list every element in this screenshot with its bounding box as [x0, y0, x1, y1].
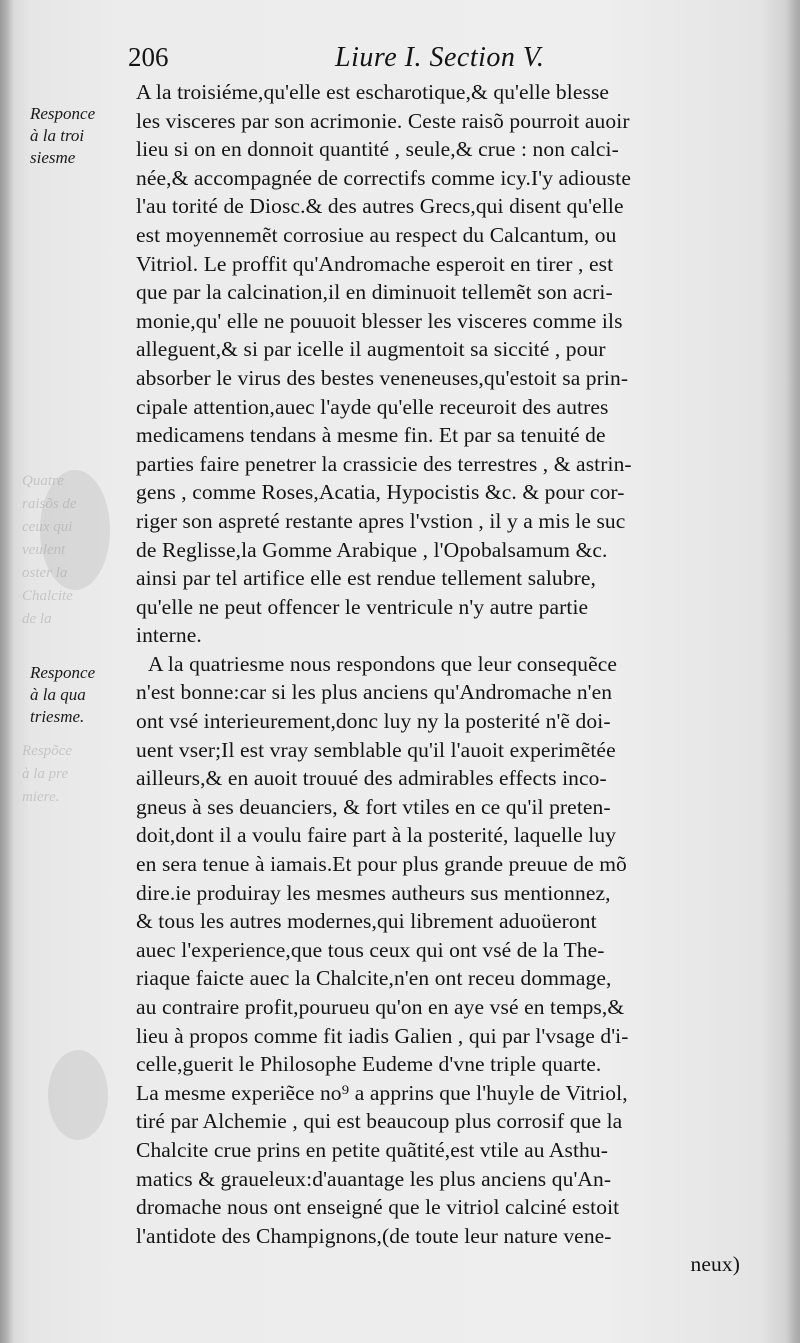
text-line: alleguent,& si par icelle il augmentoit sa siccité , pour — [136, 337, 606, 362]
text-line: lieu si on en donnoit quantité , seule,& crue : non calci- — [136, 137, 619, 162]
margin-note-line: Responce — [30, 104, 96, 123]
text-line: au contraire profit,pourueu qu'on en aye vsé en temps,& — [136, 995, 625, 1019]
binding-shadow — [0, 0, 14, 1343]
text-line: doit,dont il a voulu faire part à la posterité, laquelle luy — [136, 823, 617, 848]
text-line: ailleurs,& en auoit trouué des admirables effects inco- — [136, 766, 607, 791]
text-line: l'antidote des Champignons,(de toute leur nature vene- — [136, 1223, 612, 1248]
text-line: n'est bonne:car si les plus anciens qu'Andromache n'en — [136, 680, 613, 705]
text-line: A la quatriesme nous respondons que leur consequẽce — [148, 651, 618, 676]
text-line: tiré par Alchemie , qui est beaucoup plus corrosif que la — [136, 1109, 623, 1134]
text-line: ainsi par tel artifice elle est rendue tellement salubre, — [136, 566, 596, 591]
text-line: lieu à propos comme fit iadis Galien , qui par l'vsage d'i- — [136, 1023, 629, 1048]
text-line: riaque faicte auec la Chalcite,n'en ont receu dommage, — [136, 966, 612, 991]
running-title: Liure I. Section V. — [335, 42, 545, 73]
text-line: medicamens tendans à mesme fin. Et par sa tenuité de — [136, 423, 606, 448]
margin-note-fourth-response — [30, 662, 130, 728]
margin-note-third-response — [30, 103, 130, 169]
text-line: dromache nous ont enseigné que le vitriol calciné estoit — [136, 1195, 620, 1220]
text-line: & tous les autres modernes,qui librement aduoüeront — [136, 909, 597, 934]
text-line: monie,qu' elle ne pouuoit blesser les visceres comme ils — [136, 308, 623, 333]
text-line: qu'elle ne peut offencer le ventricule n'y autre partie — [136, 594, 589, 619]
text-line: dire.ie produiray les mesmes autheurs sus mentionnez, — [136, 880, 611, 905]
text-line: absorber le virus des bestes veneneuses,qu'estoit sa prin- — [136, 365, 629, 390]
paper-stain — [48, 1050, 108, 1140]
text-line: l'au torité de Diosc.& des autres Grecs,qui disent qu'elle — [136, 194, 624, 219]
text-line: est moyennemẽt corrosiue au respect du Calcantum, ou — [136, 222, 617, 247]
margin-note-line: à la troi — [30, 126, 85, 145]
text-line: de Reglisse,la Gomme Arabique , l'Opobalsamum &c. — [136, 537, 608, 562]
margin-note-line: triesme. — [30, 707, 85, 726]
text-line: auec l'experience,que tous ceux qui ont vsé de la The- — [136, 937, 605, 962]
text-line: riger son aspreté restante apres l'vstion , il y a mis le suc — [136, 508, 626, 533]
bleed-through-marks: Respõce à la pre miere. — [22, 743, 72, 805]
text-line: uent vser;Il est vray semblable qu'il l'auoit experimẽtée — [136, 737, 616, 762]
text-line: Vitriol. Le proffit qu'Andromache esperoit en tirer , est — [136, 251, 614, 276]
text-line: celle,guerit le Philosophe Eudeme d'vne triple quarte. — [136, 1052, 602, 1077]
text-line: interne. — [136, 623, 202, 648]
text-line: née,& accompagnée de correctifs comme icy.I'y adiouste — [136, 165, 631, 190]
text-line: gneus à ses deuanciers, & fort vtiles en ce qu'il preten- — [136, 794, 611, 819]
text-line: gens , comme Roses,Acatia, Hypocistis &c. & pour cor- — [136, 480, 625, 505]
page-number: 206 — [128, 42, 169, 72]
running-head — [128, 42, 748, 82]
text-line: cipale attention,auec l'ayde qu'elle receuroit des autres — [136, 394, 609, 419]
text-line: A la troisiéme,qu'elle est escharotique,& qu'elle blesse — [136, 80, 610, 104]
body-text — [136, 78, 748, 1279]
margin-note-line: à la qua — [30, 685, 86, 704]
catchword: neux) — [690, 1252, 740, 1277]
edge-shadow — [786, 0, 800, 1343]
text-line: matics & graueleux:d'auantage les plus anciens qu'An- — [136, 1166, 612, 1191]
text-line: que par la calcination,il en diminuoit tellemẽt son acri- — [136, 280, 613, 305]
bleed-through-marks: Quatre raisõs de ceux qui veulent oster la Chalcite de la — [22, 473, 77, 627]
text-line: Chalcite crue prins en petite quãtité,est vtile au Asthu- — [136, 1137, 608, 1162]
margin-note-line: Responce — [30, 663, 96, 682]
text-line: parties faire penetrer la crassicie des terrestres , & astrin- — [136, 451, 632, 476]
text-line: La mesme experiẽce no⁹ a apprins que l'huyle de Vitriol, — [136, 1080, 628, 1105]
margin-note-line: siesme — [30, 148, 76, 167]
text-line: les visceres par son acrimonie. Ceste raisõ pourroit auoir — [136, 108, 630, 133]
text-line: ont vsé interieurement,donc luy ny la posterité n'ẽ doi- — [136, 709, 611, 734]
text-line: en sera tenue à iamais.Et pour plus grande preuue de mõ — [136, 852, 627, 877]
